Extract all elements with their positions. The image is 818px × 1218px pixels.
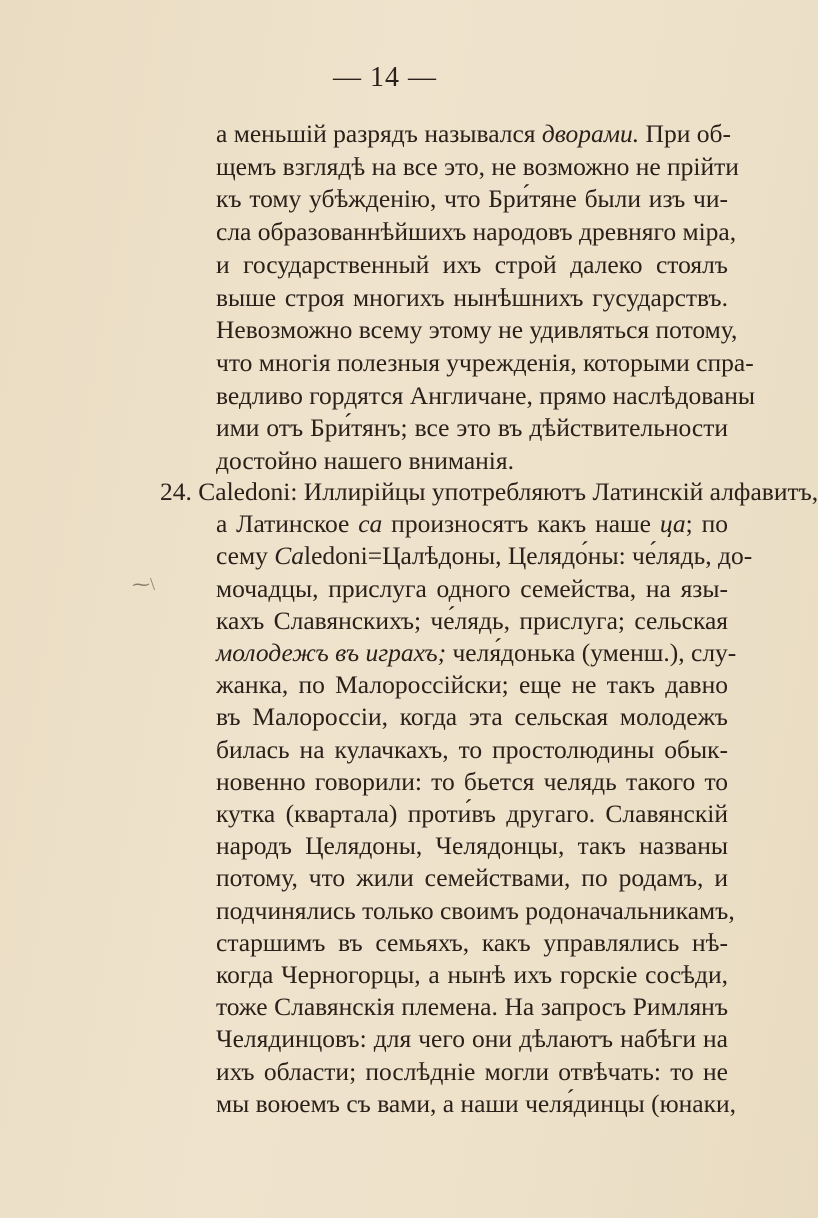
text-segment: Ca bbox=[274, 541, 304, 571]
text-segment: старшимъ въ семьяхъ, какъ управлялись нѣ- bbox=[216, 927, 728, 957]
text-line bbox=[216, 444, 728, 478]
text-segment: ca bbox=[358, 509, 383, 539]
text-segment: подчинялись только своимъ родоначальникамъ, bbox=[216, 895, 735, 925]
text-line bbox=[216, 248, 728, 282]
text-line bbox=[216, 829, 728, 863]
text-segment: произносятъ какъ наше bbox=[382, 509, 660, 539]
text-line bbox=[216, 894, 735, 928]
text-line bbox=[216, 1022, 728, 1056]
margin-mark: ⁓\ bbox=[132, 574, 156, 594]
text-segment: въ Малороссiи, когда эта сельская молодежъ bbox=[216, 702, 728, 732]
text-segment: дворами. bbox=[541, 119, 640, 148]
text-line bbox=[216, 958, 728, 992]
text-segment: ведливо гордятся Англичане, прямо наслѣдованы bbox=[216, 380, 755, 410]
text-segment: билась на кулачкахъ, то простолюдины обык- bbox=[216, 734, 728, 764]
text-line bbox=[216, 346, 754, 380]
text-segment: народъ Целядоны, Челядонцы, такъ названы bbox=[216, 831, 728, 861]
text-segment: а меньшiй разрядъ назывался bbox=[216, 119, 542, 148]
text-line bbox=[216, 990, 728, 1024]
text-line bbox=[216, 411, 728, 445]
text-segment: ими отъ Бри́тянъ; все это въ дѣйствительности bbox=[216, 413, 728, 443]
text-segment: мы воюемъ съ вами, а наши челя́динцы (юнаки, bbox=[216, 1088, 737, 1118]
text-segment: ledoni=Цалѣдоны, Целядо́ны: че́лядь, до- bbox=[303, 541, 753, 571]
text-segment: кахъ Славянскихъ; че́лядь, прислуга; сельская bbox=[216, 605, 728, 635]
text-segment: и государственный ихъ строй далеко стоялъ bbox=[216, 249, 728, 279]
text-segment: ца bbox=[659, 509, 686, 539]
text-line bbox=[216, 1055, 728, 1089]
text-line bbox=[216, 797, 728, 831]
text-line bbox=[160, 475, 818, 509]
text-line bbox=[216, 668, 728, 702]
text-segment: потому, что жили семействами, по родамъ, и bbox=[216, 863, 728, 893]
page-number: — 14 — bbox=[333, 62, 437, 93]
text-line bbox=[216, 604, 728, 638]
text-line bbox=[216, 765, 728, 799]
text-line bbox=[216, 926, 728, 960]
text-line bbox=[216, 379, 755, 413]
text-line bbox=[216, 539, 753, 573]
text-line bbox=[216, 700, 728, 734]
text-line bbox=[216, 313, 738, 347]
text-segment: При об- bbox=[639, 119, 731, 148]
text-segment: 24. Caledoni: Иллирiйцы употребляютъ Латинскiй алфавитъ, bbox=[160, 477, 818, 506]
text-segment: тоже Славянскiя племена. На запросъ Римлянъ bbox=[216, 992, 728, 1022]
text-segment: кутка (квартала) проти́въ другаго. Славянскiй bbox=[216, 799, 728, 828]
text-line bbox=[216, 733, 728, 767]
text-segment: что многiя полезныя учрежденiя, которыми спра- bbox=[216, 347, 754, 377]
text-segment: выше строя многихъ нынѣшнихъ гусударствъ. bbox=[216, 282, 728, 312]
text-segment: щемъ взглядѣ на все это, не возможно не прiйти bbox=[216, 151, 739, 181]
text-line bbox=[216, 636, 737, 670]
text-segment: когда Черногорцы, а нынѣ ихъ горскiе сосѣди, bbox=[216, 960, 728, 989]
text-line bbox=[216, 182, 728, 216]
text-segment: ихъ области; послѣднiе могли отвѣчать: то не bbox=[216, 1056, 728, 1086]
text-segment: молодежъ въ играхъ; bbox=[216, 638, 447, 667]
text-segment: а Латинское bbox=[216, 509, 359, 539]
text-segment: Челядинцовъ: для чего они дѣлаютъ набѣги на bbox=[216, 1024, 728, 1054]
text-segment: жанка, по Малороссiйски; еще не такъ давно bbox=[216, 670, 728, 700]
text-line bbox=[216, 861, 728, 895]
text-segment: къ тому убѣжденiю, что Бри́тяне были изъ чи- bbox=[216, 184, 728, 214]
text-segment: мочадцы, прислуга одного семейства, на язы- bbox=[216, 573, 728, 603]
text-segment: достойно нашего вниманiя. bbox=[216, 446, 514, 475]
text-line bbox=[216, 150, 739, 184]
text-segment: Невозможно всему этому не удивляться потому, bbox=[216, 315, 738, 345]
text-segment: сему bbox=[216, 541, 275, 571]
text-line bbox=[216, 117, 731, 151]
text-line bbox=[216, 281, 728, 315]
text-line bbox=[216, 507, 728, 541]
text-segment: челя́донька (уменш.), слу- bbox=[446, 638, 737, 667]
text-segment: ; по bbox=[685, 509, 729, 539]
text-segment: сла образованнѣйшихъ народовъ древняго мiра, bbox=[216, 217, 737, 247]
text-line bbox=[216, 215, 737, 249]
text-line bbox=[216, 1087, 737, 1121]
text-segment: новенно говорили: то бьется челядь такого то bbox=[216, 766, 728, 796]
text-line bbox=[216, 572, 728, 606]
